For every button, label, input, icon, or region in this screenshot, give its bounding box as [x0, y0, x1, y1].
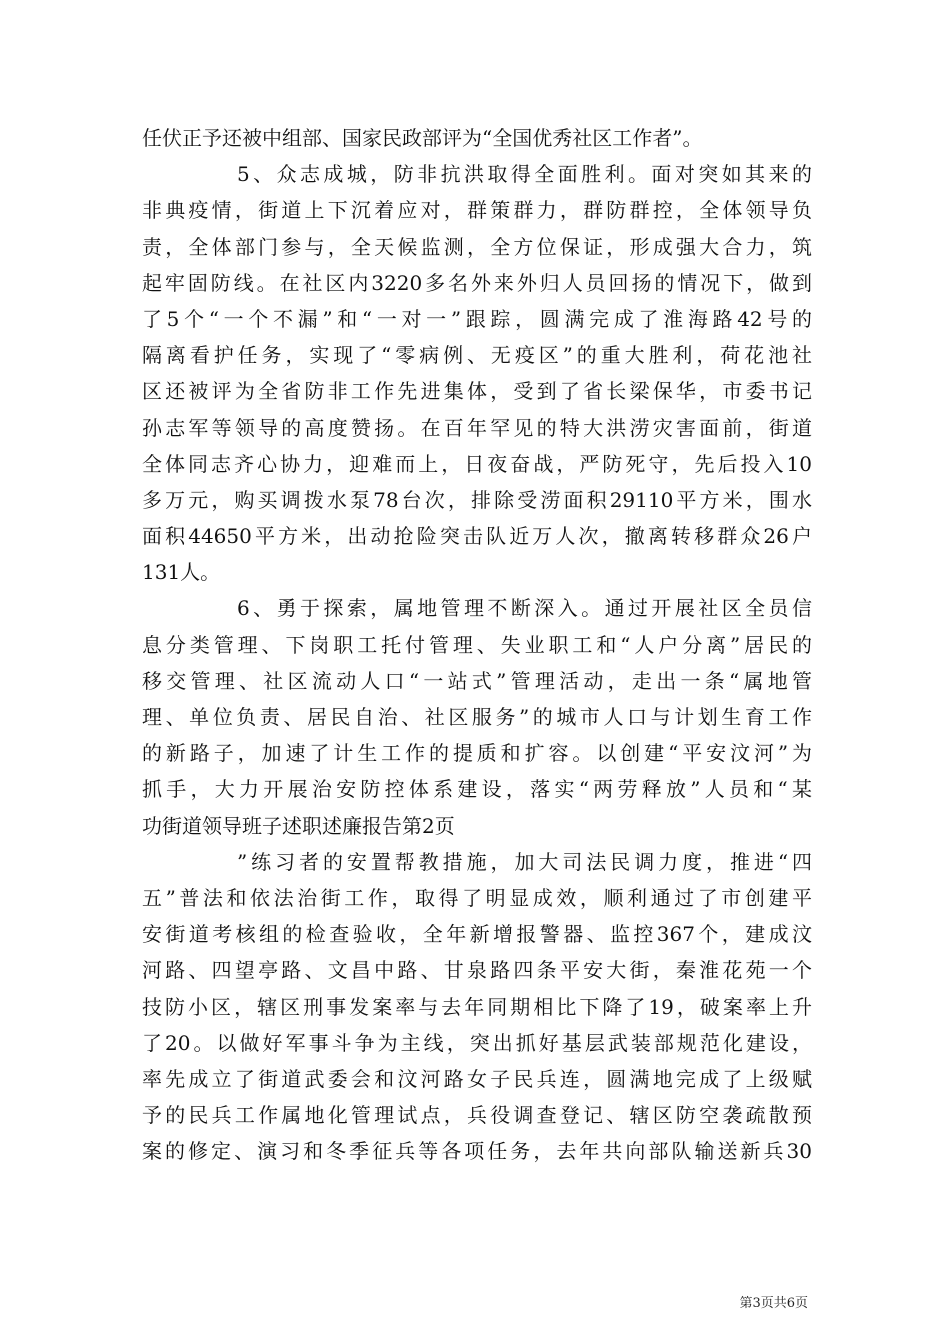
text-line: 责，全体部门参与，全天候监测，全方位保证，形成强大合力，筑 — [142, 234, 812, 259]
text-line: 案的修定、演习和冬季征兵等各项任务，去年共向部队输送新兵30 — [142, 1139, 812, 1164]
text-line: 的新路子，加速了计生工作的提质和扩容。以创建“平安汶河”为 — [142, 741, 812, 766]
text-line: 任伏正予还被中组部、国家民政部评为“全国优秀社区工作者”。 — [142, 126, 703, 150]
text-line: 功街道领导班子述职述廉报告第2页 — [142, 813, 455, 838]
text-line: 五”普法和依法治街工作，取得了明显成效，顺利通过了市创建平 — [142, 885, 812, 910]
text-line: 多万元，购买调拨水泵78台次，排除受涝面积29110平方米，围水 — [142, 487, 812, 512]
text-line: 6、勇于探索，属地管理不断深入。通过开展社区全员信 — [237, 596, 812, 621]
page-number-footer: 第3页共6页 — [739, 1296, 808, 1311]
text-line: 131人。 — [142, 560, 221, 585]
text-line: 面积44650平方米，出动抢险突击队近万人次，撤离转移群众26户 — [142, 524, 812, 549]
text-line: 起牢固防线。在社区内3220多名外来外归人员回扬的情况下，做到 — [142, 270, 812, 295]
text-line: 孙志军等领导的高度赞扬。在百年罕见的特大洪涝灾害面前，街道 — [142, 415, 812, 440]
text-line: 安街道考核组的检查验收，全年新增报警器、监控367个，建成汶 — [142, 922, 812, 947]
text-line: 移交管理、社区流动人口“一站式”管理活动，走出一条“属地管 — [142, 668, 812, 693]
text-line: 全体同志齐心协力，迎难而上，日夜奋战，严防死守，先后投入10 — [142, 451, 812, 476]
text-line: 予的民兵工作属地化管理试点，兵役调查登记、辖区防空袭疏散预 — [142, 1103, 812, 1128]
text-line: 率先成立了街道武委会和汶河路女子民兵连，圆满地完成了上级赋 — [142, 1066, 812, 1091]
text-line: 隔离看护任务，实现了“零病例、无疫区”的重大胜利，荷花池社 — [142, 343, 812, 368]
text-line: 非典疫情，街道上下沉着应对，群策群力，群防群控，全体领导负 — [142, 198, 812, 223]
text-line: 区还被评为全省防非工作先进集体，受到了省长梁保华，市委书记 — [142, 379, 812, 404]
text-line: 息分类管理、下岗职工托付管理、失业职工和“人户分离”居民的 — [142, 632, 812, 657]
text-line: 5、众志成城，防非抗洪取得全面胜利。面对突如其来的 — [237, 162, 812, 187]
text-line: ”练习者的安置帮教措施，加大司法民调力度，推进“四 — [237, 849, 812, 874]
text-line: 了5个“一个不漏”和“一对一”跟踪，圆满完成了淮海路42号的 — [142, 306, 812, 331]
text-line: 河路、四望亭路、文昌中路、甘泉路四条平安大街，秦淮花苑一个 — [142, 958, 812, 983]
text-line: 技防小区，辖区刑事发案率与去年同期相比下降了19，破案率上升 — [142, 994, 812, 1019]
text-line: 理、单位负责、居民自治、社区服务”的城市人口与计划生育工作 — [142, 705, 812, 729]
text-line: 抓手，大力开展治安防控体系建设，落实“两劳释放”人员和“某 — [142, 777, 812, 802]
text-line: 了20。以做好军事斗争为主线，突出抓好基层武装部规范化建设， — [142, 1030, 812, 1055]
body-text — [142, 120, 812, 1169]
